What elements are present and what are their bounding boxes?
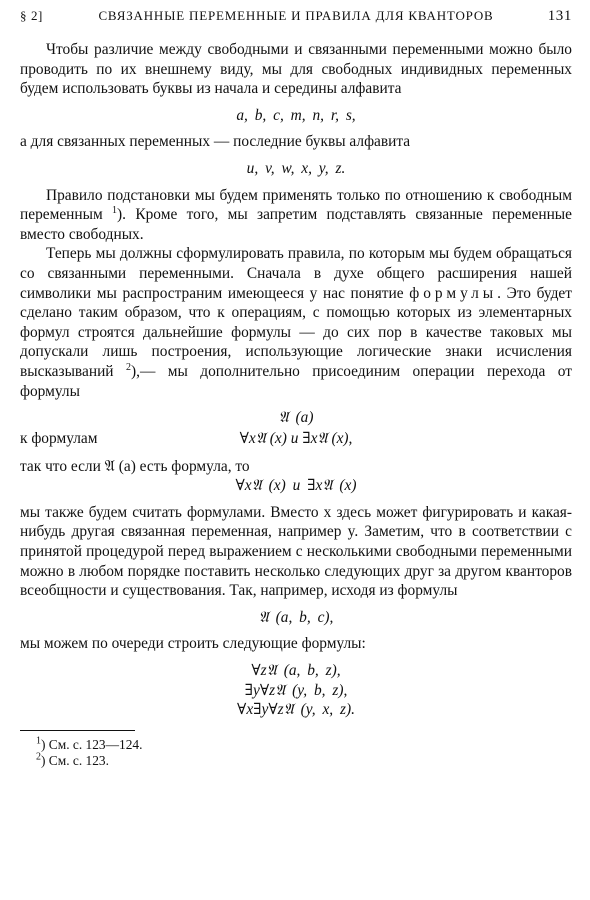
formula-A-of-a: 𝔄 (a) (278, 409, 314, 427)
paragraph-6: мы можем по очереди строить следующие формулы: (20, 635, 366, 653)
paragraph-5: мы также будем считать формулами. Вместо x здесь может фигурировать и какая-нибудь другая связанная переменная, например y. Заметим, что в соответствии с принятой процедурой перед выражением с несколькими свободными переменными можно в любом порядке поставить несколько следующих друг за другом кванторов всеобщности и существования. Так, например, исходя из формулы (20, 503, 572, 600)
footnote-2-mark: 2 (36, 751, 41, 763)
emphasized-term: формулы (409, 284, 498, 302)
paragraph-4-part-c: ),— мы дополнительно присоединим операции перехода от формулы (20, 362, 572, 400)
paragraph-4-part-a: Теперь мы должны сформулировать правила, по которым мы будем обращаться со связанными переменными. Сначала в духе общего расширения нашей символики мы распространим имеющееся у нас понятие (20, 245, 572, 302)
page-number: 131 (547, 8, 572, 24)
formula-A-abc: 𝔄 (a, b, c), (258, 608, 334, 626)
formula-row-quantifiers (20, 428, 572, 450)
footnote-2 (20, 753, 572, 769)
footnote-1 (20, 737, 572, 753)
footnote-ref-2: 2 (125, 361, 131, 373)
paragraph-4-part-b: . Это будет сделано таким образом, что к операциям, с помощью которых из элементарных формул строятся дальнейшие формулы — до сих пор в качестве таковых мы допускали лишь построения, использующие логические знаки исчисления высказываний (20, 284, 572, 380)
footnote-1-text: ) См. с. 123—124. (41, 736, 143, 752)
book-page (20, 8, 572, 769)
paragraph-3-text: Правило подстановки мы будем применять только по отношению к свободным переменным (20, 186, 572, 224)
footnote-1-mark: 1 (36, 735, 41, 747)
formula-list-item-3: ∀x∃y∀z𝔄 (y, x, z). (237, 701, 355, 719)
formula-quantifiers-2: ∀x𝔄 (x) и ∃x𝔄 (x) (235, 477, 357, 495)
footnote-2-text: ) См. с. 123. (41, 752, 109, 768)
paragraph-3 (20, 186, 572, 245)
line-so-if: так что если 𝔄 (a) есть формула, то (20, 457, 250, 475)
running-title: СВЯЗАННЫЕ ПЕРЕМЕННЫЕ И ПРАВИЛА ДЛЯ КВАНТОРОВ (98, 8, 494, 23)
paragraph-1: Чтобы различие между свободными и связанными переменными можно было проводить по их внешнему виду, мы для свободных индивидных переменных будем использовать буквы из начала и середины алфавита (20, 41, 572, 98)
formula-free-variables: a, b, c, m, n, r, s, (236, 106, 356, 124)
footnote-divider (20, 730, 135, 731)
formula-quantifiers-1: ∀x𝔄 (x) и ∃x𝔄 (x), (239, 429, 353, 447)
footnote-ref-1: 1 (112, 205, 118, 217)
running-header (20, 8, 572, 30)
formula-list-item-2: ∃y∀z𝔄 (y, b, z), (244, 681, 348, 699)
section-marker: § 2] (20, 8, 43, 23)
paragraph-3-rest: ). Кроме того, мы запретим подставлять связанные переменные вместо свободных. (20, 206, 572, 243)
paragraph-4 (20, 244, 572, 401)
label-to-formulas: к формулам (20, 429, 98, 447)
paragraph-2: а для связанных переменных — последние буквы алфавита (20, 133, 411, 151)
formula-list-item-1: ∀z𝔄 (a, b, z), (251, 662, 341, 680)
formula-bound-variables: u, v, w, x, y, z. (246, 159, 346, 177)
